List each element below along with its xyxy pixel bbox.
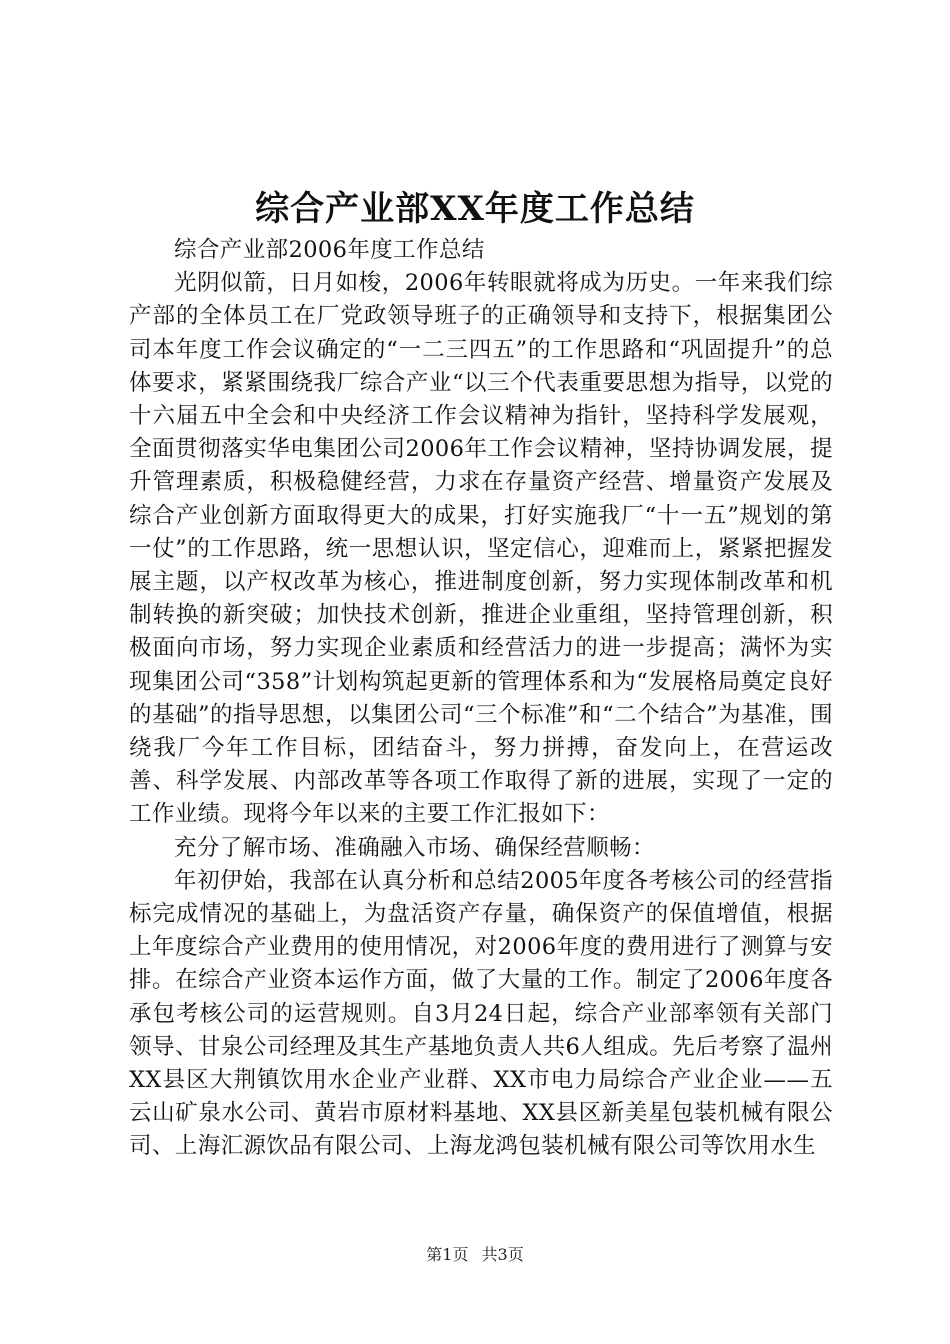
- paragraph-subtitle: 综合产业部2006年度工作总结: [174, 237, 485, 263]
- paragraph-intro: 光阴似箭，日月如梭，2006年转眼就将成为历史。一年来我们综产部的全体员工在厂党政领导班子的正确领导和支持下，根据集团公司本年度工作会议确定的“一二三四五”的工作思路和“巩固提升”的总体要求，紧紧围绕我厂综合产业“以三个代表重要思想为指导，以党的十六届五中全会和中央经济工作会议精神为指针，坚持科学发展观，全面贯彻落实华电集团公司2006年工作会议精神，坚持协调发展，提升管理素质，积极稳健经营，力求在存量资产经营、增量资产发展及综合产业创新方面取得更大的成果，打好实施我厂“十一五”规划的第一仗”的工作思路，统一思想认识，坚定信心，迎难而上，紧紧把握发展主题，以产权改革为核心，推进制度创新，努力实现体制改革和机制转换的新突破；加快技术创新，推进企业重组，坚持管理创新，积极面向市场，努力实现企业素质和经营活力的进一步提高；满怀为实现集团公司“358”计划构筑起更新的管理体系和为“发展格局奠定良好的基础”的指导思想，以集团公司“三个标准”和“二个结合”为基准，围绕我厂今年工作目标，团结奋斗，努力拼搏，奋发向上，在营运改善、科学发展、内部改革等各项工作取得了新的进展，实现了一定的工作业绩。现将今年以来的主要工作汇报如下：: [129, 270, 833, 828]
- page-total: 共3页: [481, 1245, 524, 1264]
- document-body: [129, 234, 833, 1164]
- document-title: 综合产业部XX年度工作总结: [255, 189, 695, 229]
- paragraph-market-work: 年初伊始，我部在认真分析和总结2005年度各考核公司的经营指标完成情况的基础上，为盘活资产存量，确保资产的保值增值，根据上年度综合产业费用的使用情况，对2006年度的费用进行了测算与安排。在综合产业资本运作方面，做了大量的工作。制定了2006年度各承包考核公司的运营规则。自3月24日起，综合产业部率领有关部门领导、甘泉公司经理及其生产基地负责人共6人组成。先后考察了温州XX县区大荆镇饮用水企业产业群、XX市电力局综合产业企业——五云山矿泉水公司、黄岩市原材料基地、XX县区新美星包装机械有限公司、上海汇源饮品有限公司、上海龙鸿包装机械有限公司等饮用水生: [129, 867, 833, 1160]
- page-footer: [0, 1244, 950, 1266]
- paragraph-section-heading: 充分了解市场、准确融入市场、确保经营顺畅：: [174, 834, 655, 861]
- page-number: 第1页: [426, 1245, 469, 1264]
